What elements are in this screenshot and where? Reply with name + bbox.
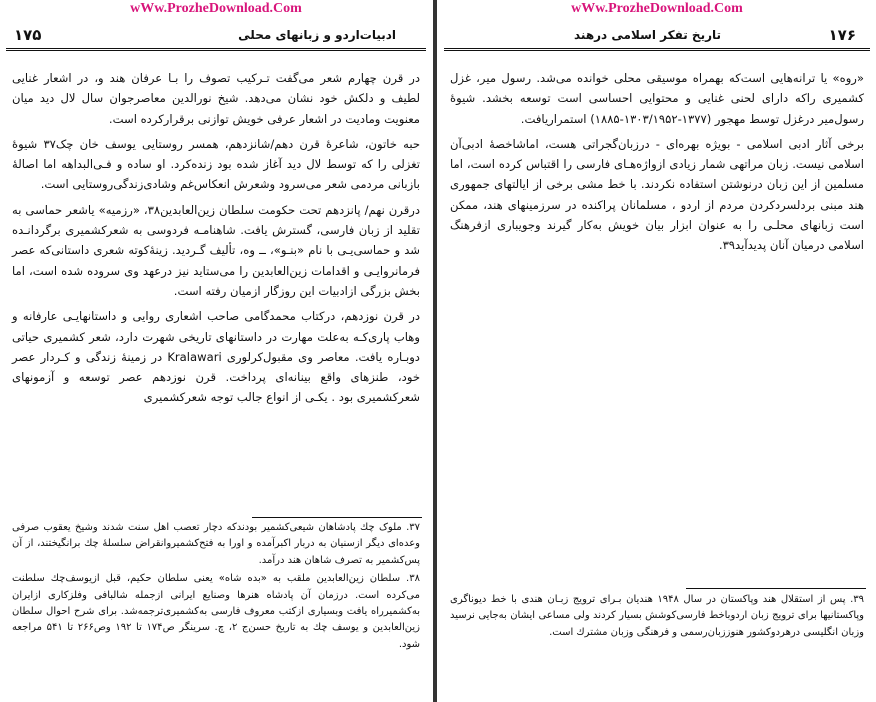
paragraph: درقرن نهم/ پانزدهم تحت حکومت سلطان زین‌العابدین۳۸، «رزمیه» یاشعر حماسی به تقلید از زبان فارسی، گسترش یافت. شاهنامـه فردوسی به شعرکشمیری برگردانـده شد و حماسی‌یـی با نام «بنـو»، ــ وه، تألیف گـردید. زینهٔ‌کوته‌ شعری داستانی‌که عصر فرمانروایـی و اقدامات زین‌العابدین را می‌ستاید نیز درعهد وی سروده شده است، اما بخش بزرگی ازادبیات این روزگار ازمیان رفته است. — [12, 202, 420, 298]
page-header — [444, 20, 870, 51]
footnote: ۳۹. پس از استقلال هند وپاکستان در سال ۱۹۴۸ هندیان بـرای ترویج زبـان هندی با خط دیوناگری وپاکستانیها برای ترویج زبان اردوباخط فارسی‌کوشش بسیار کردند ولی مساعی ایشان به‌جایی نرسید وزبان انگلیسی درهردوکشور هنوززبان‌رسمی و فرهنگی وزبان مشترك است. — [450, 594, 864, 638]
right-page — [438, 0, 876, 702]
page-header — [6, 20, 426, 51]
main-text — [12, 68, 420, 413]
footnotes — [12, 520, 420, 655]
paragraph: «روه» یا ترانه‌هایی است‌که بهمراه موسیقی محلی خوانده می‌شد. رسول میر، غزل کشمیری راکه دارای لحنی غنایی و محتوایی احساسی است توسعه بخشد. شیوهٔ رسول‌میر درغزل توسط مهجور (۱۳۷۷-۱۳۰۳/۱۹۵۲-۱۸۸۵) استمراریافت. — [450, 71, 864, 126]
footnotes — [450, 592, 864, 643]
footnote: ۳۷. ملوک چك پادشاهان شیعی‌کشمیر بودندکه دچار تعصب اهل سنت شدند وشیخ یعقوب صرفی وعده‌ای دیگر ازسنیان به دربار اکبرآمده و اورا به فتح‌کشمیروانقراض سلسلهٔ چك برانگیختند، از آن پس‌کشمیر به تصرف شاهان هند درآمد. — [12, 522, 420, 566]
running-title: تاریخ تفکر اسلامی درهند — [574, 28, 722, 42]
watermark-url[interactable]: wWw.ProzheDownload.Com — [130, 1, 302, 16]
footnote: ۳۸. سلطان زین‌العابدین ملقب به «بده شاه» یعنی سلطان حکیم، قبل ازیوسف‌چك سلطنت می‌کرده است. درزمان آن پادشاه هنرها وصنایع ایرانی ازجمله شالبافی وفلز‌کاری ازایران به‌کشمیرراه یافت وبسیاری ازکتب معروف فارسی به‌کشمیری‌ترجمه‌شد. برای شرح احوال سلطان زین‌العابدین و یوسف چك به تاریخ حسن‌ج ۲، چ. سرینگر ص۱۷۴ تا ۱۹۲ وص۲۶۶ تا ۵۴۱ مراجعه شود. — [12, 573, 421, 650]
left-page — [0, 0, 432, 702]
page-gutter — [433, 0, 437, 702]
page-number: ۱۷۶ — [828, 26, 856, 44]
main-text — [450, 68, 864, 261]
footnote-divider — [252, 517, 422, 518]
page-number: ۱۷۵ — [14, 26, 42, 44]
paragraph: در قرن نوزدهم، درکتاب محمدگامی صاحب اشعاری روایی و داستانهایـی عارفانه و وهاب پاری‌کـه به‌علت مهارت در داستانهای تاریخی شهرت دارد، شعر کشمیری حیاتی دوبـاره یافت. معاصر وی مقبول‌کرلوری Kralawari در زمینهٔ زندگی و کـردار عصر خود، طنزهای واقع بینانه‌ای پرداخت. قرن نوزدهم عصر توسعه و آزمونهای شعرکشمیری بود . یکـی از انواع جالب توجه شعرکشمیری — [12, 309, 420, 405]
watermark-url[interactable]: wWw.ProzheDownload.Com — [571, 1, 743, 16]
footnote-divider — [686, 588, 866, 589]
paragraph: در قرن چهارم شعر می‌گفت تـرکیب تصوف را بـا عرفان هند و، در اشعار غنایی لطیف و دلکش خود نشان می‌دهد. شیخ نورالدین معاصرجوان سال لال دید میان معنویت ومادیت در اشعار عرفی خویش توازنی برقرارکرده است. — [12, 71, 420, 126]
running-title: ادبیات‌اردو و زبانهای محلی — [238, 28, 396, 42]
paragraph: حبه خاتون، شاعرهٔ قرن دهم/شانزدهم، همسر روستایی یوسف خان چک۳۷ شیوهٔ تغزلی را که توسط لال دید آغاز شده بود زنده‌کرد. او ساده و فـی‌البداهه اما اصالهٔ بازبانی مردمی شعر می‌سرود وشعرش انعکاس‌غم وشادی‌زندگی‌روستایی است. — [12, 136, 420, 192]
paragraph: برخی آثار ادبی اسلامی - بویژه بهره‌ای - درزبان‌گجراتی هست، اماشاخصهٔ ادبی‌آن اسلامی نیست. زبان مراتهی شمار زیادی ازواژه‌هـای فارسی را اقتباس کرده است، اما مسلمین از این زبان درنوشتن استفاده نکردند. با خط مشی برخی از ایالتهای جمهوری هند مبنی بردلسردکردن مردم از اردو ، مسلمانان پراکنده در سرزمینهای هند، ممکن است زبانهای محلـی را به عنوان ابزار بیان خویش به‌کار گیرند وجویباری ازفرهنگ اسلامی درمیان آنان پدیدآید۳۹. — [450, 136, 864, 253]
